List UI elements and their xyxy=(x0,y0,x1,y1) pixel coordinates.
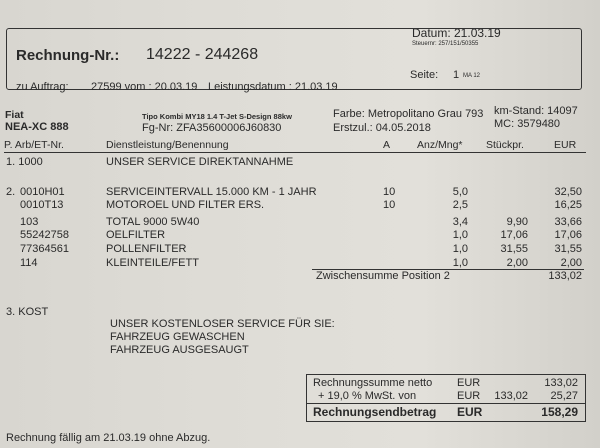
netto-currency: EUR xyxy=(457,377,481,389)
kost-line: UNSER KOSTENLOSER SERVICE FÜR SIE: xyxy=(110,318,335,330)
row-desc: KLEINTEILE/FETT xyxy=(106,257,199,269)
vehicle-first-registration: Erstzul.: 04.05.2018 xyxy=(333,122,431,134)
total-currency: EUR xyxy=(457,405,483,419)
netto-value: 133,02 xyxy=(544,377,578,389)
section-3-title: 3. KOST xyxy=(6,306,49,318)
vat-value: 25,27 xyxy=(550,390,578,402)
row-qty: 1,0 xyxy=(452,243,468,255)
subtotal-value: 133,02 xyxy=(548,270,582,282)
row-eur: 32,50 xyxy=(554,186,582,198)
section-2-num: 2. xyxy=(6,186,16,198)
netto-label: Rechnungssumme netto xyxy=(313,377,433,389)
total-value: 158,29 xyxy=(541,405,578,419)
vat-label: + 19,0 % MwSt. von xyxy=(318,390,417,402)
vat-currency: EUR xyxy=(457,390,481,402)
kost-line: FAHRZEUG AUSGESAUGT xyxy=(110,344,249,356)
row-qty: 1,0 xyxy=(452,229,468,241)
row-eur: 31,55 xyxy=(554,243,582,255)
vehicle-make: Fiat xyxy=(5,109,24,121)
row-qty: 5,0 xyxy=(452,186,468,198)
row-qty: 2,5 xyxy=(452,199,468,211)
row-qty: 1,0 xyxy=(452,257,468,269)
total-label: Rechnungsendbetrag xyxy=(313,405,437,419)
row-code: 77364561 xyxy=(20,243,69,255)
invoice-number: 14222 - 244268 xyxy=(146,46,259,63)
vehicle-fgnr: Fg-Nr: ZFA35600006J60830 xyxy=(142,122,282,134)
col-a: A xyxy=(383,139,391,151)
vehicle-color: Farbe: Metropolitano Grau 793 xyxy=(333,108,484,120)
subtotal-label: Zwischensumme Position 2 xyxy=(316,270,450,282)
row-unit-price: 2,00 xyxy=(506,257,528,269)
row-code: 103 xyxy=(20,216,39,228)
row-qty: 3,4 xyxy=(452,216,468,228)
row-eur: 16,25 xyxy=(554,199,582,211)
order-label: zu Auftrag: xyxy=(16,81,69,93)
col-unit-price: Stückpr. xyxy=(486,139,524,151)
order-value: 27599 vom : 20.03.19 xyxy=(91,81,198,93)
page-suffix: MA 12 xyxy=(463,73,481,79)
row-desc: SERVICEINTERVALL 15.000 KM - 1 JAHR xyxy=(106,186,317,198)
vehicle-plate: NEA-XC 888 xyxy=(5,121,69,133)
row-desc: POLLENFILTER xyxy=(106,243,187,255)
invoice-title-label: Rechnung-Nr.: xyxy=(16,47,120,64)
vehicle-mileage: km-Stand: 14097 xyxy=(494,105,578,117)
row-unit-price: 17,06 xyxy=(500,229,528,241)
page-label: Seite: xyxy=(410,69,439,81)
row-code: 0010H01 xyxy=(20,186,65,198)
tax-number: Steuernr: 257/151/50355 xyxy=(412,41,479,47)
page-number: 1 xyxy=(453,69,460,81)
row-desc: OELFILTER xyxy=(106,229,166,241)
row-code: 0010T13 xyxy=(20,199,64,211)
row-eur: 33,66 xyxy=(554,216,582,228)
section-1-pos: 1. 1000 xyxy=(6,156,43,168)
row-unit-price: 31,55 xyxy=(500,243,528,255)
kost-line: FAHRZEUG GEWASCHEN xyxy=(110,331,245,343)
col-desc: Dienstleistung/Benennung xyxy=(106,139,229,151)
header-rule xyxy=(4,152,586,153)
row-code: 114 xyxy=(20,257,38,269)
payment-terms: Rechnung fällig am 21.03.19 ohne Abzug. xyxy=(6,432,211,444)
row-desc: TOTAL 9000 5W40 xyxy=(106,216,200,228)
col-qty: Anz/Mng* xyxy=(417,139,463,151)
row-unit-price: 9,90 xyxy=(506,216,528,228)
invoice-date: Datum: 21.03.19 xyxy=(412,26,501,40)
vat-base: 133,02 xyxy=(494,390,528,402)
col-pos: P. Arb/ET-Nr. xyxy=(4,139,64,151)
row-desc: MOTOROEL UND FILTER ERS. xyxy=(106,199,265,211)
col-eur: EUR xyxy=(554,139,577,151)
vehicle-model: Tipo Kombi MY18 1.4 T-Jet S-Design 88kw xyxy=(142,112,292,121)
row-eur: 17,06 xyxy=(554,229,582,241)
section-1-desc: UNSER SERVICE DIREKTANNAHME xyxy=(106,156,294,168)
row-a: 10 xyxy=(383,199,396,211)
row-eur: 2,00 xyxy=(560,257,582,269)
service-date: Leistungsdatum : 21.03.19 xyxy=(208,81,338,93)
total-rule xyxy=(306,403,586,404)
row-a: 10 xyxy=(383,186,396,198)
row-code: 55242758 xyxy=(20,229,69,241)
vehicle-mc: MC: 3579480 xyxy=(494,118,561,130)
